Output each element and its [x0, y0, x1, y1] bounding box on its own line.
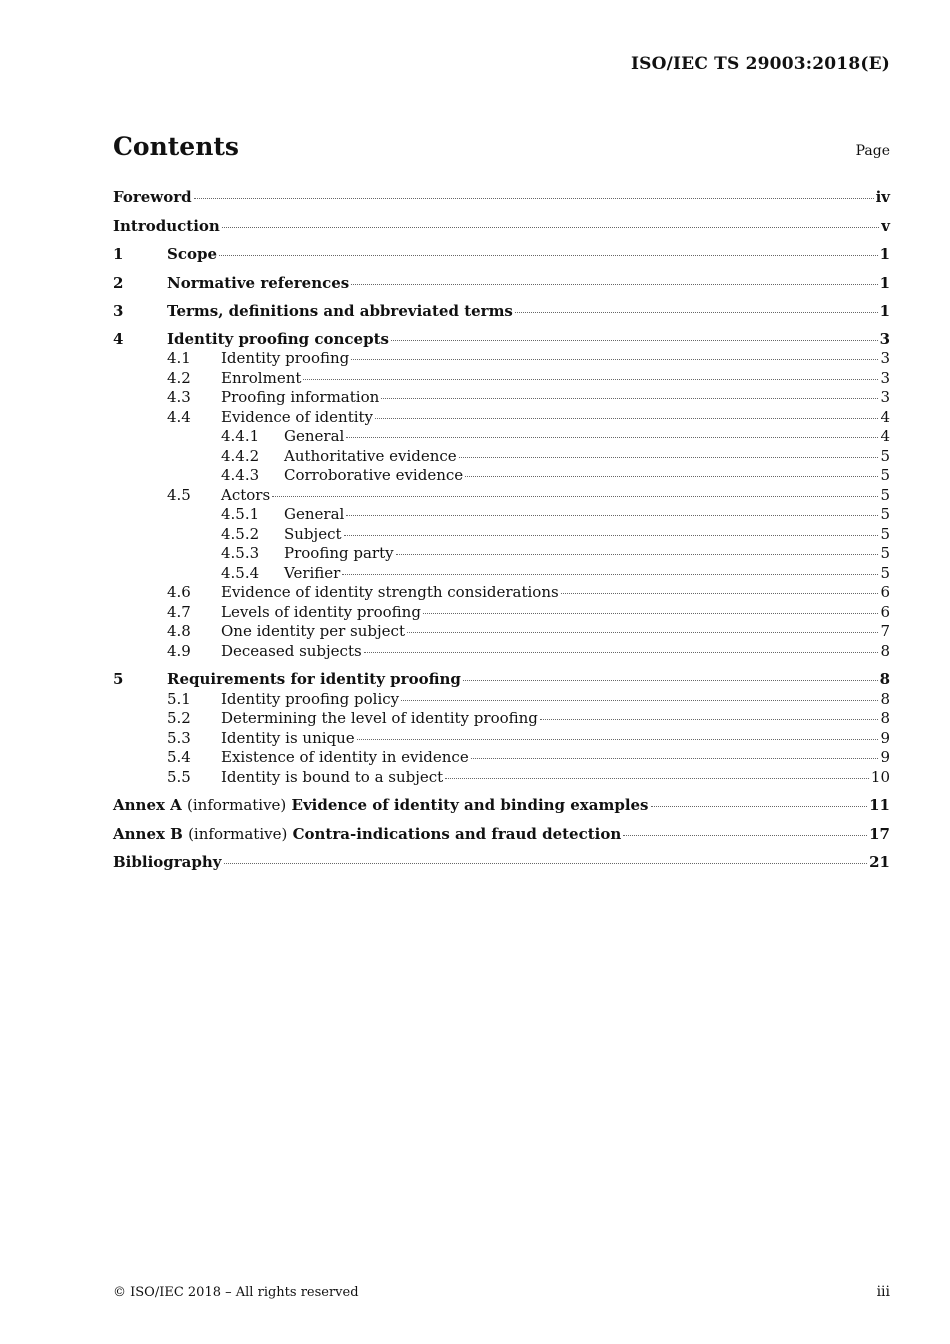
dot-leader [346, 514, 878, 516]
toc-title: Scope [167, 245, 218, 263]
dot-leader [391, 339, 878, 341]
toc-number: 4.5 [167, 485, 191, 504]
dot-leader [375, 417, 878, 419]
dot-leader [445, 777, 869, 779]
toc-page: 5 [880, 505, 890, 523]
dot-leader [364, 651, 879, 653]
toc-entry-5-5[interactable] [113, 768, 890, 788]
toc-number: 5.2 [167, 709, 191, 727]
toc-entry-annex-a[interactable] [113, 791, 890, 820]
toc-entry-annex-b[interactable] [113, 820, 890, 849]
toc-page: 5 [880, 544, 890, 562]
annex-title: Evidence of identity and binding examples [291, 796, 649, 814]
toc-title: Corroborative evidence [284, 466, 464, 484]
toc-entry-4-8[interactable] [113, 622, 890, 642]
dot-leader [357, 738, 879, 740]
toc-number: 1 [113, 245, 124, 263]
toc-title: Identity is unique [221, 728, 355, 747]
toc-title: Authoritative evidence [284, 446, 457, 465]
toc-title [113, 820, 621, 849]
toc-page: 21 [869, 853, 890, 871]
toc-number: 4.3 [167, 388, 191, 406]
dot-leader [423, 612, 879, 614]
dot-leader [540, 718, 879, 720]
toc-number: 4.5.3 [221, 544, 260, 562]
toc-entry-4-5-1[interactable] [113, 505, 890, 525]
toc-entry-4-2[interactable] [113, 369, 890, 389]
toc-title: General [284, 427, 345, 445]
dot-leader [561, 592, 879, 594]
toc-number: 4.9 [167, 641, 191, 660]
toc-number: 3 [113, 302, 124, 320]
toc-entry-3[interactable] [113, 297, 890, 326]
toc-entry-4-5[interactable] [113, 486, 890, 506]
dot-leader [194, 197, 874, 199]
toc-page: 10 [870, 767, 890, 786]
toc-title: General [284, 505, 345, 523]
toc-entry-4-1[interactable] [113, 349, 890, 369]
toc-page: 4 [880, 407, 890, 426]
dot-leader [471, 757, 879, 759]
toc-entry-introduction[interactable] [113, 212, 890, 241]
toc-page: v [881, 216, 890, 235]
toc-title: Proofing party [284, 544, 394, 562]
toc-page: 9 [880, 748, 890, 766]
toc-entry-1[interactable] [113, 240, 890, 269]
toc-entry-4-4[interactable] [113, 408, 890, 428]
toc-entry-5-3[interactable] [113, 729, 890, 749]
toc-page: 8 [880, 641, 890, 660]
toc-entry-foreword[interactable] [113, 183, 890, 212]
toc-title: Terms, definitions and abbreviated terms [167, 302, 513, 320]
toc-title: Introduction [113, 216, 220, 235]
toc-number: 5 [113, 670, 124, 688]
toc-number: 2 [113, 273, 124, 292]
toc-title: Evidence of identity [221, 407, 374, 426]
dot-leader [401, 699, 878, 701]
toc-page: 8 [880, 689, 890, 708]
toc-title: Actors [221, 485, 271, 504]
dot-leader [224, 862, 868, 864]
dot-leader [463, 679, 878, 681]
toc-entry-4[interactable] [113, 330, 890, 350]
toc-entry-4-7[interactable] [113, 603, 890, 623]
toc-entry-5-2[interactable] [113, 709, 890, 729]
toc-number: 4.5.4 [221, 563, 260, 582]
toc-page: 5 [880, 563, 890, 582]
table-of-contents [113, 183, 890, 877]
dot-leader [407, 631, 878, 633]
dot-leader [272, 495, 878, 497]
toc-entry-4-5-2[interactable] [113, 525, 890, 545]
toc-number: 4.6 [167, 583, 191, 601]
dot-leader [623, 834, 867, 836]
toc-page: 8 [879, 670, 890, 688]
toc-number: 4.4 [167, 407, 191, 426]
contents-title: Contents [113, 132, 240, 161]
dot-leader [222, 226, 879, 228]
toc-title: Requirements for identity proofing [167, 670, 461, 688]
dot-leader [219, 254, 878, 256]
toc-page: 1 [879, 302, 890, 320]
toc-title: Identity proofing concepts [167, 329, 389, 348]
annex-prefix: Annex A [113, 796, 182, 814]
toc-page: 3 [879, 329, 890, 348]
toc-page: iv [875, 188, 890, 206]
dot-leader [465, 475, 878, 477]
toc-title: Existence of identity in evidence [221, 748, 469, 766]
contents-heading-row [113, 132, 890, 161]
toc-number: 5.3 [167, 728, 191, 747]
toc-entry-4-4-2[interactable] [113, 447, 890, 467]
toc-title: Foreword [113, 188, 192, 206]
toc-title: Verifier [284, 563, 341, 582]
toc-page: 17 [869, 824, 890, 843]
toc-entry-5-1[interactable] [113, 690, 890, 710]
toc-number: 4.1 [167, 349, 191, 367]
toc-title: Bibliography [113, 853, 222, 871]
toc-title: Normative references [167, 273, 350, 292]
dot-leader [381, 397, 878, 399]
dot-leader [346, 436, 878, 438]
toc-entry-4-4-1[interactable] [113, 427, 890, 447]
toc-page: 11 [869, 796, 890, 814]
dot-leader [351, 358, 878, 360]
toc-entry-4-3[interactable] [113, 388, 890, 408]
toc-page: 3 [880, 368, 890, 387]
toc-title: Evidence of identity strength considerations [221, 583, 559, 601]
toc-title: Subject [284, 524, 342, 543]
toc-page: 8 [880, 709, 890, 727]
toc-entry-4-5-3[interactable] [113, 544, 890, 564]
annex-title: Contra-indications and fraud detection [292, 824, 622, 843]
toc-title: One identity per subject [221, 622, 405, 640]
dot-leader [344, 534, 879, 536]
dot-leader [515, 311, 878, 313]
toc-title: Identity is bound to a subject [221, 767, 444, 786]
toc-entry-4-9[interactable] [113, 642, 890, 662]
toc-title: Proofing information [221, 388, 380, 406]
toc-number: 4.7 [167, 602, 191, 621]
dot-leader [459, 456, 879, 458]
toc-page: 5 [880, 466, 890, 484]
toc-page: 6 [880, 583, 890, 601]
toc-number: 4.4.1 [221, 427, 260, 445]
toc-entry-5-4[interactable] [113, 748, 890, 768]
toc-title: Identity proofing [221, 349, 350, 367]
toc-entry-4-5-4[interactable] [113, 564, 890, 584]
dot-leader [396, 553, 879, 555]
toc-entry-2[interactable] [113, 269, 890, 298]
toc-page: 5 [880, 524, 890, 543]
toc-title: Determining the level of identity proofing [221, 709, 538, 727]
toc-page: 5 [880, 446, 890, 465]
toc-page: 1 [879, 245, 890, 263]
dot-leader [303, 378, 878, 380]
toc-number: 4.5.2 [221, 524, 260, 543]
toc-page: 7 [880, 622, 890, 640]
toc-entry-bibliography[interactable] [113, 848, 890, 877]
toc-page: 3 [880, 388, 890, 406]
annex-qualifier: (informative) [187, 796, 287, 814]
toc-number: 4.5.1 [221, 505, 260, 523]
toc-title: Levels of identity proofing [221, 602, 421, 621]
toc-title [113, 791, 649, 820]
toc-number: 4.4.3 [221, 466, 260, 484]
toc-entry-5[interactable] [113, 670, 890, 690]
toc-number: 5.1 [167, 689, 191, 708]
toc-number: 5.4 [167, 748, 191, 766]
toc-page: 4 [880, 427, 890, 445]
toc-number: 4 [113, 329, 124, 348]
toc-number: 4.2 [167, 368, 191, 387]
toc-page: 1 [879, 273, 890, 292]
toc-title: Deceased subjects [221, 641, 362, 660]
dot-leader [651, 805, 868, 807]
toc-page: 6 [880, 602, 890, 621]
copyright-notice: © ISO/IEC 2018 – All rights reserved [113, 1285, 359, 1300]
toc-page: 9 [880, 728, 890, 747]
toc-title: Enrolment [221, 368, 302, 387]
dot-leader [351, 283, 877, 285]
toc-title: Identity proofing policy [221, 689, 400, 708]
document-identifier: ISO/IEC TS 29003:2018(E) [630, 54, 890, 74]
toc-number: 4.4.2 [221, 446, 260, 465]
annex-qualifier: (informative) [188, 824, 288, 843]
toc-entry-4-6[interactable] [113, 583, 890, 603]
page-column-label: Page [855, 143, 890, 159]
dot-leader [342, 573, 878, 575]
toc-page: 5 [880, 485, 890, 504]
toc-entry-4-4-3[interactable] [113, 466, 890, 486]
annex-prefix: Annex B [113, 824, 183, 843]
toc-page: 3 [880, 349, 890, 367]
toc-number: 5.5 [167, 767, 191, 786]
page-number: iii [876, 1284, 890, 1300]
toc-number: 4.8 [167, 622, 191, 640]
